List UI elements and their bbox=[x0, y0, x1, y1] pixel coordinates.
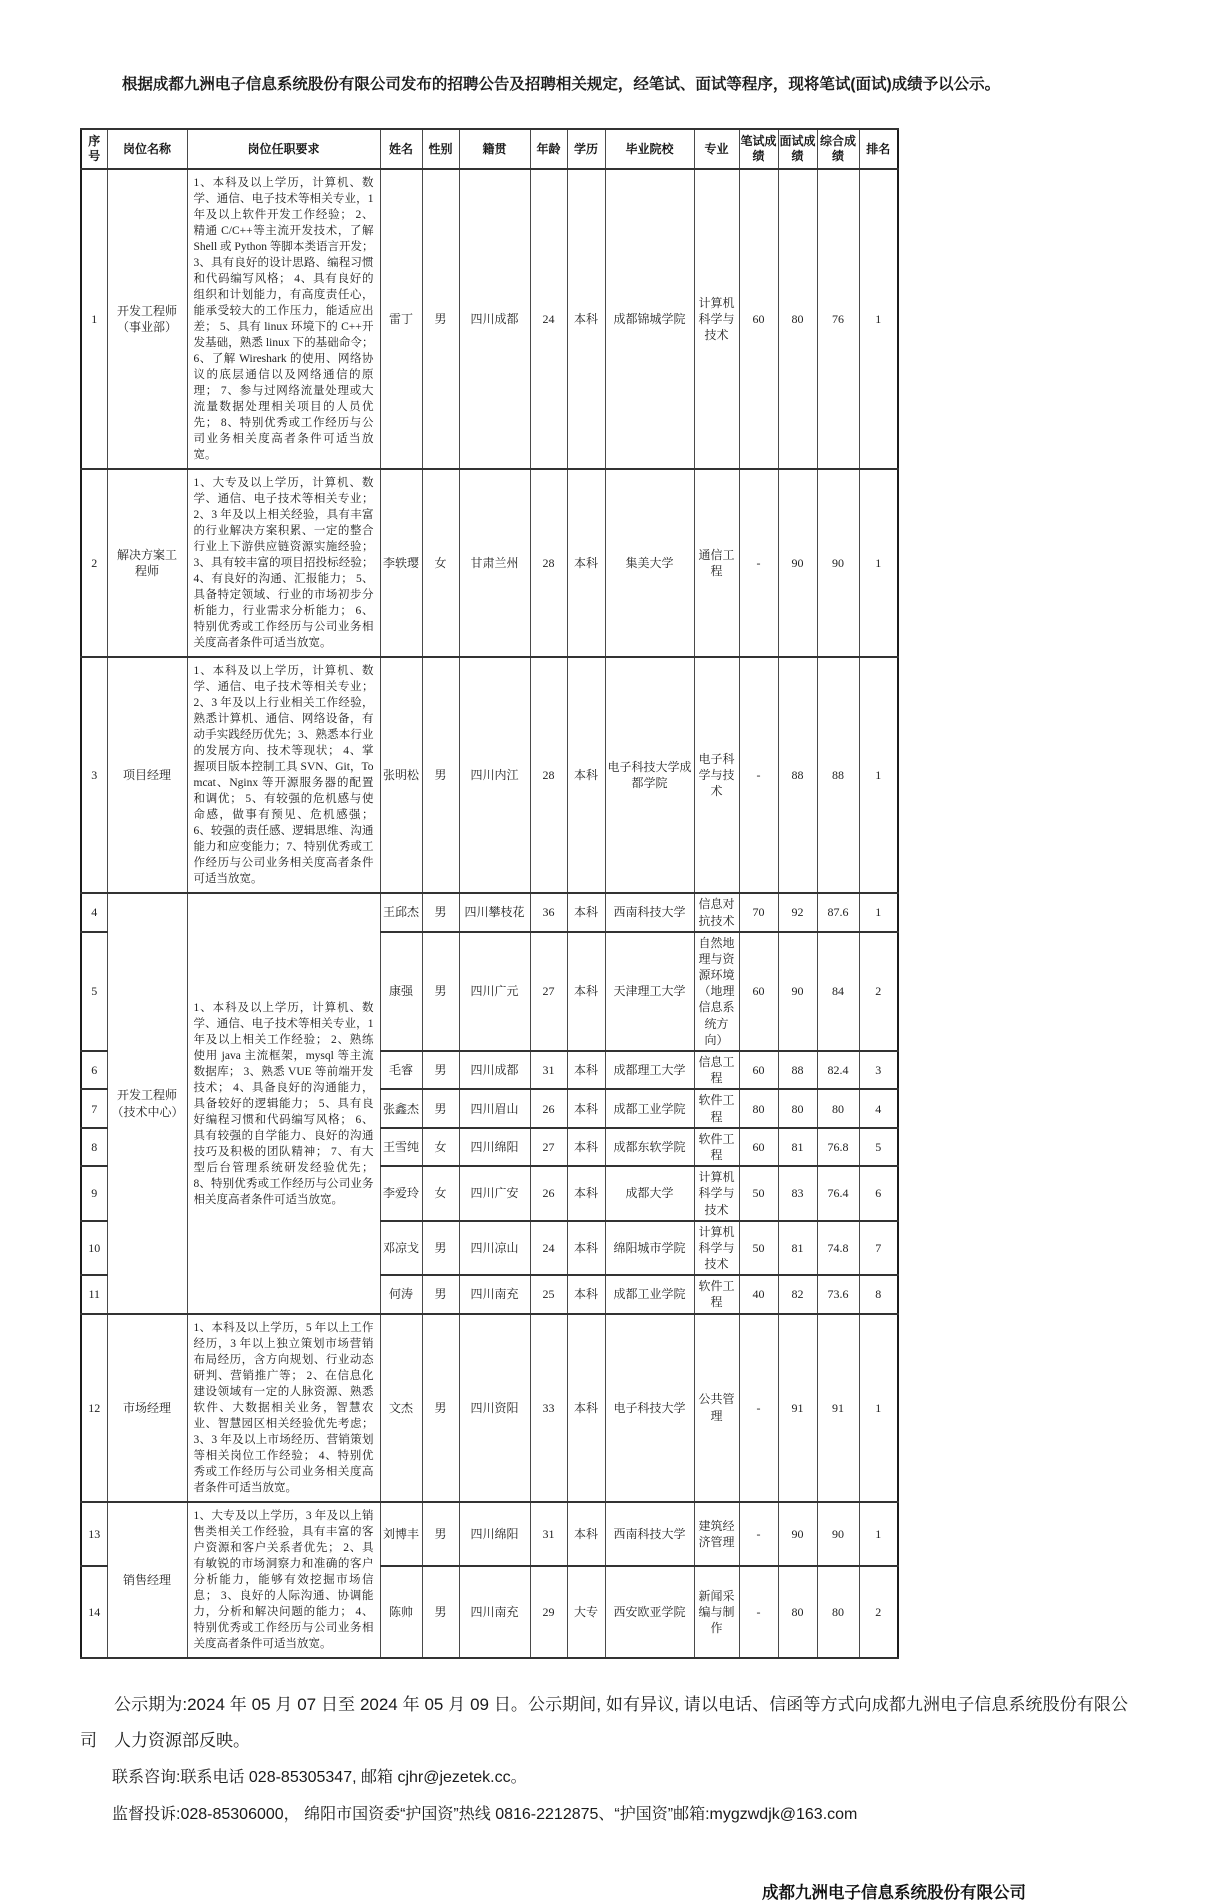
cell-hometown: 四川成都 bbox=[459, 169, 530, 469]
cell-written: 40 bbox=[739, 1275, 778, 1313]
cell-school: 成都工业学院 bbox=[605, 1275, 694, 1313]
cell-seq: 5 bbox=[81, 932, 107, 1051]
complaint-line: 监督投诉:028-85306000， 绵阳市国资委“护国资”热线 0816-2212875、“护国资”邮箱:mygzwdjk@163.com bbox=[112, 1805, 858, 1823]
cell-hometown: 四川绵阳 bbox=[459, 1128, 530, 1166]
cell-position: 开发工程师（技术中心） bbox=[107, 893, 187, 1313]
cell-written: 50 bbox=[739, 1221, 778, 1276]
cell-hometown: 四川广元 bbox=[459, 932, 530, 1051]
cell-name: 李爱玲 bbox=[380, 1166, 422, 1221]
cell-hometown: 四川广安 bbox=[459, 1166, 530, 1221]
cell-written: 60 bbox=[739, 1128, 778, 1166]
cell-written: 60 bbox=[739, 169, 778, 469]
cell-rank: 1 bbox=[859, 1314, 898, 1502]
cell-overall: 91 bbox=[817, 1314, 859, 1502]
cell-rank: 3 bbox=[859, 1051, 898, 1089]
cell-school: 电子科技大学成都学院 bbox=[605, 657, 694, 893]
cell-age: 33 bbox=[530, 1314, 567, 1502]
cell-rank: 5 bbox=[859, 1128, 898, 1166]
cell-school: 集美大学 bbox=[605, 469, 694, 657]
cell-rank: 7 bbox=[859, 1221, 898, 1276]
cell-rank: 1 bbox=[859, 169, 898, 469]
cell-overall: 74.8 bbox=[817, 1221, 859, 1276]
cell-rank: 2 bbox=[859, 1566, 898, 1658]
cell-overall: 90 bbox=[817, 1502, 859, 1566]
cell-gender: 男 bbox=[422, 1566, 459, 1658]
cell-interview: 81 bbox=[778, 1128, 817, 1166]
cell-education: 本科 bbox=[567, 657, 605, 893]
cell-gender: 男 bbox=[422, 1221, 459, 1276]
cell-hometown: 四川成都 bbox=[459, 1051, 530, 1089]
cell-major: 信息工程 bbox=[694, 1051, 739, 1089]
cell-major: 计算机科学与技术 bbox=[694, 1166, 739, 1221]
cell-hometown: 四川资阳 bbox=[459, 1314, 530, 1502]
cell-school: 成都锦城学院 bbox=[605, 169, 694, 469]
cell-name: 文杰 bbox=[380, 1314, 422, 1502]
cell-education: 本科 bbox=[567, 1502, 605, 1566]
cell-written: 60 bbox=[739, 1051, 778, 1089]
cell-position: 项目经理 bbox=[107, 657, 187, 893]
cell-seq: 3 bbox=[81, 657, 107, 893]
intro-paragraph: 根据成都九洲电子信息系统股份有限公司发布的招聘公告及招聘相关规定，经笔试、面试等程序，现将笔试(面试)成绩予以公示。 bbox=[121, 76, 1001, 93]
cell-hometown: 四川眉山 bbox=[459, 1089, 530, 1127]
cell-education: 本科 bbox=[567, 469, 605, 657]
cell-overall: 76.4 bbox=[817, 1166, 859, 1221]
cell-name: 王雪纯 bbox=[380, 1128, 422, 1166]
cell-hometown: 四川内江 bbox=[459, 657, 530, 893]
cell-age: 26 bbox=[530, 1166, 567, 1221]
cell-gender: 男 bbox=[422, 1275, 459, 1313]
cell-major: 自然地理与资源环境（地理信息系统方向） bbox=[694, 932, 739, 1051]
cell-education: 本科 bbox=[567, 1166, 605, 1221]
column-header: 岗位任职要求 bbox=[187, 129, 380, 169]
cell-rank: 1 bbox=[859, 657, 898, 893]
cell-major: 建筑经济管理 bbox=[694, 1502, 739, 1566]
cell-age: 36 bbox=[530, 893, 567, 931]
cell-overall: 82.4 bbox=[817, 1051, 859, 1089]
cell-requirements: 1、大专及以上学历，3 年及以上销售类相关工作经验，具有丰富的客户资源和客户关系者优先； 2、具有敏锐的市场洞察力和准确的客户分析能力，能够有效挖掘市场信息； 3、良好的人际沟通、协调能力，分析和解决问题的能力； 4、特别优秀或工作经历与公司业务相关度高者条件可适当放宽。 bbox=[187, 1502, 380, 1658]
publicity-period-paragraph: 公示期为:2024 年 05 月 07 日至 2024 年 05 月 09 日。公示期间, 如有异议, 请以电话、信函等方式向成都九洲电子信息系统股份有限公司 人力资源部反映。 bbox=[80, 1694, 1128, 1751]
cell-school: 成都东软学院 bbox=[605, 1128, 694, 1166]
cell-overall: 80 bbox=[817, 1566, 859, 1658]
cell-seq: 10 bbox=[81, 1221, 107, 1276]
cell-rank: 1 bbox=[859, 1502, 898, 1566]
cell-age: 28 bbox=[530, 469, 567, 657]
cell-hometown: 四川南充 bbox=[459, 1275, 530, 1313]
cell-gender: 女 bbox=[422, 469, 459, 657]
column-header: 面试成绩 bbox=[778, 129, 817, 169]
cell-seq: 4 bbox=[81, 893, 107, 931]
cell-seq: 2 bbox=[81, 469, 107, 657]
column-header: 综合成绩 bbox=[817, 129, 859, 169]
cell-major: 通信工程 bbox=[694, 469, 739, 657]
cell-overall: 87.6 bbox=[817, 893, 859, 931]
cell-major: 软件工程 bbox=[694, 1275, 739, 1313]
cell-seq: 9 bbox=[81, 1166, 107, 1221]
cell-name: 张鑫杰 bbox=[380, 1089, 422, 1127]
cell-gender: 女 bbox=[422, 1166, 459, 1221]
table-row bbox=[81, 893, 898, 931]
cell-name: 张明松 bbox=[380, 657, 422, 893]
table-row bbox=[81, 1314, 898, 1502]
cell-seq: 14 bbox=[81, 1566, 107, 1658]
cell-age: 27 bbox=[530, 932, 567, 1051]
column-header: 性别 bbox=[422, 129, 459, 169]
cell-interview: 81 bbox=[778, 1221, 817, 1276]
cell-overall: 84 bbox=[817, 932, 859, 1051]
cell-hometown: 四川凉山 bbox=[459, 1221, 530, 1276]
cell-major: 电子科学与技术 bbox=[694, 657, 739, 893]
cell-rank: 8 bbox=[859, 1275, 898, 1313]
cell-education: 本科 bbox=[567, 169, 605, 469]
cell-gender: 女 bbox=[422, 1128, 459, 1166]
cell-age: 28 bbox=[530, 657, 567, 893]
cell-major: 信息对抗技术 bbox=[694, 893, 739, 931]
cell-position: 解决方案工程师 bbox=[107, 469, 187, 657]
cell-name: 康强 bbox=[380, 932, 422, 1051]
cell-gender: 男 bbox=[422, 1051, 459, 1089]
cell-requirements: 1、本科及以上学历，5 年以上工作经历，3 年以上独立策划市场营销布局经历，含方向规划、行业动态研判、营销推广等； 2、在信息化建设领域有一定的人脉资源、熟悉软件、大数据相关业务，智慧农业、智慧园区相关经验优先考虑；3、3 年及以上市场经历、营销策划等相关岗位工作经验； 4、特别优秀或工作经历与公司业务相关度高者条件可适当放宽。 bbox=[187, 1314, 380, 1502]
table-row bbox=[81, 469, 898, 657]
column-header: 毕业院校 bbox=[605, 129, 694, 169]
cell-hometown: 四川攀枝花 bbox=[459, 893, 530, 931]
cell-major: 软件工程 bbox=[694, 1128, 739, 1166]
cell-school: 电子科技大学 bbox=[605, 1314, 694, 1502]
results-table-body bbox=[81, 169, 898, 1657]
contact-line: 联系咨询:联系电话 028-85305347, 邮箱 cjhr@jezetek.cc。 bbox=[112, 1768, 527, 1786]
cell-interview: 83 bbox=[778, 1166, 817, 1221]
column-header: 序号 bbox=[81, 129, 107, 169]
cell-school: 西南科技大学 bbox=[605, 893, 694, 931]
cell-written: - bbox=[739, 1566, 778, 1658]
cell-written: 70 bbox=[739, 893, 778, 931]
cell-seq: 11 bbox=[81, 1275, 107, 1313]
cell-written: 80 bbox=[739, 1089, 778, 1127]
cell-education: 本科 bbox=[567, 1128, 605, 1166]
cell-written: 50 bbox=[739, 1166, 778, 1221]
cell-interview: 91 bbox=[778, 1314, 817, 1502]
cell-school: 绵阳城市学院 bbox=[605, 1221, 694, 1276]
cell-written: - bbox=[739, 469, 778, 657]
cell-education: 本科 bbox=[567, 932, 605, 1051]
cell-seq: 1 bbox=[81, 169, 107, 469]
cell-hometown: 四川南充 bbox=[459, 1566, 530, 1658]
cell-name: 刘博丰 bbox=[380, 1502, 422, 1566]
exam-results-table bbox=[80, 128, 899, 1658]
column-header: 排名 bbox=[859, 129, 898, 169]
cell-gender: 男 bbox=[422, 1089, 459, 1127]
cell-gender: 男 bbox=[422, 1314, 459, 1502]
column-header: 笔试成绩 bbox=[739, 129, 778, 169]
cell-major: 计算机科学与技术 bbox=[694, 1221, 739, 1276]
cell-interview: 80 bbox=[778, 1566, 817, 1658]
cell-school: 成都大学 bbox=[605, 1166, 694, 1221]
column-header: 姓名 bbox=[380, 129, 422, 169]
cell-education: 大专 bbox=[567, 1566, 605, 1658]
cell-rank: 1 bbox=[859, 469, 898, 657]
cell-interview: 90 bbox=[778, 932, 817, 1051]
table-row bbox=[81, 657, 898, 893]
cell-name: 王邱杰 bbox=[380, 893, 422, 931]
cell-education: 本科 bbox=[567, 1051, 605, 1089]
cell-interview: 88 bbox=[778, 657, 817, 893]
cell-overall: 80 bbox=[817, 1089, 859, 1127]
column-header: 年龄 bbox=[530, 129, 567, 169]
cell-age: 24 bbox=[530, 1221, 567, 1276]
cell-age: 31 bbox=[530, 1502, 567, 1566]
cell-school: 成都理工大学 bbox=[605, 1051, 694, 1089]
cell-age: 29 bbox=[530, 1566, 567, 1658]
cell-name: 邓凉戈 bbox=[380, 1221, 422, 1276]
column-header: 岗位名称 bbox=[107, 129, 187, 169]
cell-overall: 73.6 bbox=[817, 1275, 859, 1313]
cell-overall: 76.8 bbox=[817, 1128, 859, 1166]
cell-hometown: 甘肃兰州 bbox=[459, 469, 530, 657]
cell-education: 本科 bbox=[567, 893, 605, 931]
header-row bbox=[81, 129, 898, 169]
document-footer bbox=[0, 1659, 1208, 1903]
table-row bbox=[81, 1502, 898, 1566]
cell-education: 本科 bbox=[567, 1221, 605, 1276]
cell-age: 26 bbox=[530, 1089, 567, 1127]
cell-gender: 男 bbox=[422, 1502, 459, 1566]
company-signature: 成都九洲电子信息系统股份有限公司 bbox=[762, 1884, 1026, 1903]
cell-name: 李轶璎 bbox=[380, 469, 422, 657]
cell-seq: 8 bbox=[81, 1128, 107, 1166]
cell-written: - bbox=[739, 1314, 778, 1502]
cell-rank: 1 bbox=[859, 893, 898, 931]
cell-age: 24 bbox=[530, 169, 567, 469]
cell-major: 软件工程 bbox=[694, 1089, 739, 1127]
cell-age: 25 bbox=[530, 1275, 567, 1313]
cell-rank: 4 bbox=[859, 1089, 898, 1127]
cell-name: 陈帅 bbox=[380, 1566, 422, 1658]
cell-interview: 90 bbox=[778, 469, 817, 657]
cell-requirements: 1、本科及以上学历，计算机、数学、通信、电子技术等相关专业，1 年及以上相关工作经验； 2、熟练使用 java 主流框架，mysql 等主流数据库； 3、熟悉 VUE 等前端开发技术； 4、具备良好的沟通能力，具备较好的逻辑能力； 5、具有良好编程习惯和代码编写风格； 6、具有较强的自学能力、良好的沟通技巧及积极的团队精神； 7、有大型后台管理系统研发经验优先； 8、特别优秀或工作经历与公司业务相关度高者条件可适当放宽。 bbox=[187, 893, 380, 1313]
cell-overall: 88 bbox=[817, 657, 859, 893]
cell-interview: 80 bbox=[778, 169, 817, 469]
column-header: 专业 bbox=[694, 129, 739, 169]
column-header: 籍贯 bbox=[459, 129, 530, 169]
cell-name: 雷丁 bbox=[380, 169, 422, 469]
cell-overall: 90 bbox=[817, 469, 859, 657]
cell-gender: 男 bbox=[422, 169, 459, 469]
cell-written: - bbox=[739, 657, 778, 893]
cell-school: 成都工业学院 bbox=[605, 1089, 694, 1127]
cell-school: 天津理工大学 bbox=[605, 932, 694, 1051]
cell-education: 本科 bbox=[567, 1089, 605, 1127]
cell-written: 60 bbox=[739, 932, 778, 1051]
cell-education: 本科 bbox=[567, 1314, 605, 1502]
table-header-row bbox=[81, 129, 898, 169]
cell-major: 公共管理 bbox=[694, 1314, 739, 1502]
cell-gender: 男 bbox=[422, 893, 459, 931]
cell-interview: 88 bbox=[778, 1051, 817, 1089]
cell-seq: 12 bbox=[81, 1314, 107, 1502]
cell-requirements: 1、大专及以上学历，计算机、数学、通信、电子技术等相关专业； 2、3 年及以上相关经验，具有丰富的行业解决方案积累、一定的整合行业上下游供应链资源实施经验； 3、具有较丰富的项目招投标经验； 4、有良好的沟通、汇报能力； 5、具备特定领域、行业的市场初步分析能力，行业需求分析能力； 6、特别优秀或工作经历与公司业务相关度高者条件可适当放宽。 bbox=[187, 469, 380, 657]
cell-position: 市场经理 bbox=[107, 1314, 187, 1502]
cell-written: - bbox=[739, 1502, 778, 1566]
cell-interview: 82 bbox=[778, 1275, 817, 1313]
cell-rank: 6 bbox=[859, 1166, 898, 1221]
cell-seq: 6 bbox=[81, 1051, 107, 1089]
cell-overall: 76 bbox=[817, 169, 859, 469]
cell-requirements: 1、本科及以上学历，计算机、数学、通信、电子技术等相关专业，1 年及以上软件开发工作经验； 2、精通 C/C++等主流开发技术，了解 Shell 或 Python 等脚本类语言开发； 3、具有良好的设计思路、编程习惯和代码编写风格； 4、具有良好的组织和计划能力，有高度责任心，能承受较大的工作压力，能适应出差； 5、具有 linux 环境下的 C++开发基础，熟悉 linux 下的基础命令； 6、了解 Wireshark 的使用、网络协议的底层通信以及网络通信的原理； 7、参与过网络流量处理或大流量数据处理相关项目的人员优先； 8、特别优秀或工作经历与公司业务相关度高者条件可适当放宽。 bbox=[187, 169, 380, 469]
cell-gender: 男 bbox=[422, 657, 459, 893]
column-header: 学历 bbox=[567, 129, 605, 169]
cell-school: 西安欧亚学院 bbox=[605, 1566, 694, 1658]
cell-interview: 90 bbox=[778, 1502, 817, 1566]
cell-position: 开发工程师（事业部） bbox=[107, 169, 187, 469]
cell-education: 本科 bbox=[567, 1275, 605, 1313]
cell-name: 何涛 bbox=[380, 1275, 422, 1313]
cell-major: 新闻采编与制作 bbox=[694, 1566, 739, 1658]
cell-gender: 男 bbox=[422, 932, 459, 1051]
cell-seq: 7 bbox=[81, 1089, 107, 1127]
cell-age: 27 bbox=[530, 1128, 567, 1166]
cell-rank: 2 bbox=[859, 932, 898, 1051]
cell-interview: 92 bbox=[778, 893, 817, 931]
cell-hometown: 四川绵阳 bbox=[459, 1502, 530, 1566]
cell-interview: 80 bbox=[778, 1089, 817, 1127]
cell-seq: 13 bbox=[81, 1502, 107, 1566]
cell-name: 毛睿 bbox=[380, 1051, 422, 1089]
cell-school: 西南科技大学 bbox=[605, 1502, 694, 1566]
cell-position: 销售经理 bbox=[107, 1502, 187, 1658]
cell-age: 31 bbox=[530, 1051, 567, 1089]
cell-requirements: 1、本科及以上学历，计算机、数学、通信、电子技术等相关专业； 2、3 年及以上行业相关工作经验，熟悉计算机、通信、网络设备，有动手实践经历优先；3、熟悉本行业的发展方向、技术等现状； 4、掌握项目版本控制工具 SVN、Git，Tomcat、Nginx 等开源服务器的配置和调优； 5、有较强的危机感与使命感，做事有预见、危机感强； 6、较强的责任感、逻辑思维、沟通能力和应变能力；7、特别优秀或工作经历与公司业务相关度高者条件可适当放宽。 bbox=[187, 657, 380, 893]
table-row bbox=[81, 169, 898, 469]
cell-major: 计算机科学与技术 bbox=[694, 169, 739, 469]
